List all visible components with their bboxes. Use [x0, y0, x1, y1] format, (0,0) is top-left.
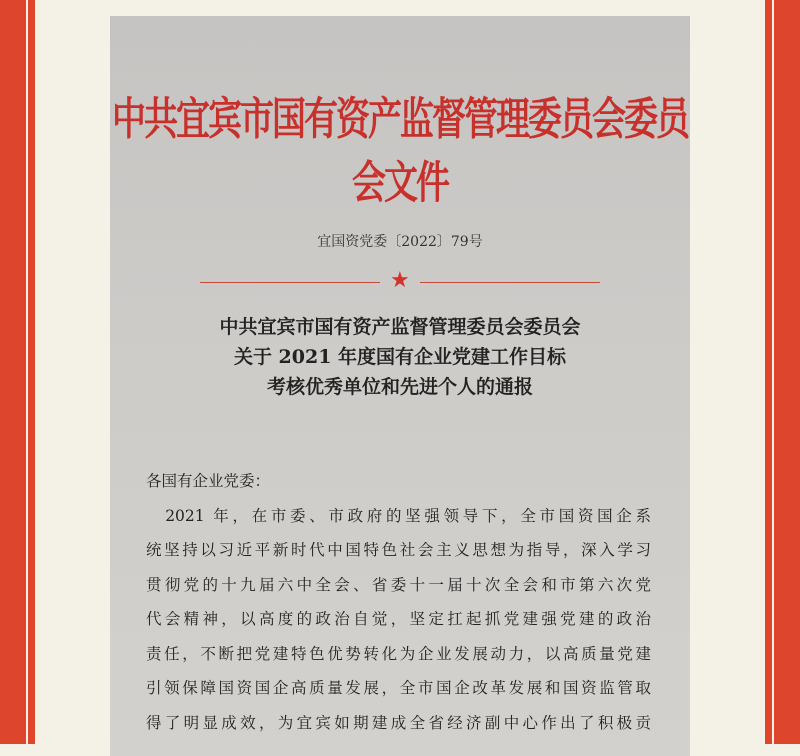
star-icon: ★ — [390, 268, 410, 293]
salutation: 各国有企业党委： — [146, 472, 271, 490]
body-line: 统坚持以习近平新时代中国特色社会主义思想为指导，深入学习 — [146, 541, 651, 559]
document-body — [146, 464, 651, 740]
title-line: 关于 2021 年度国有企业党建工作目标 — [233, 346, 567, 368]
document-page — [110, 16, 690, 756]
left-border-bar — [0, 0, 26, 744]
title-line: 考核优秀单位和先进个人的通报 — [266, 376, 533, 398]
document-title — [110, 312, 690, 402]
right-border-stripe — [765, 0, 772, 744]
separator-line-right — [420, 282, 600, 283]
document-masthead: 中共宜宾市国有资产监督管理委员会委员会文件 — [112, 93, 688, 210]
right-border-bar — [774, 0, 800, 744]
separator-line-left — [200, 282, 380, 283]
body-line: 得了明显成效，为宜宾如期建成全省经济副中心作出了积极贡 — [146, 713, 651, 732]
document-number: 宜国资党委〔2022〕79号 — [317, 234, 483, 250]
body-line: 贯彻党的十九届六中全会、省委十一届十次全会和市第六次党 — [146, 575, 651, 594]
body-line: 责任，不断把党建特色优势转化为企业发展动力，以高质量党建 — [146, 644, 651, 663]
title-line: 中共宜宾市国有资产监督管理委员会委员会 — [219, 316, 581, 338]
left-border-stripe — [28, 0, 35, 744]
body-line: 代会精神，以高度的政治自觉，坚定扛起抓党建强党建的政治 — [146, 610, 651, 628]
body-line: 2021 年，在市委、市政府的坚强领导下，全市国资国企系 — [146, 506, 651, 525]
body-line: 引领保障国资国企高质量发展，全市国企改革发展和国资监管取 — [146, 679, 651, 697]
